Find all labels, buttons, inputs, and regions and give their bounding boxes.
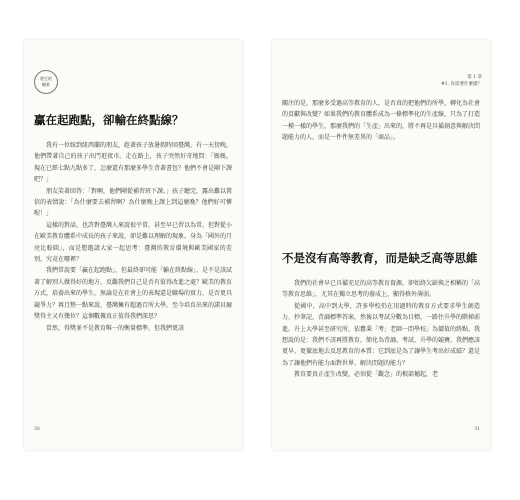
section-heading: 贏在起跑點，卻輸在終點線？ [34, 113, 184, 127]
paragraph: 我有一位嫁到紐西蘭的朋友，趁著孩子放暑假時回臺灣，有一天傍晚，他們帶著自己的孩子出門逛夜市。走在路上，孩子突然好奇地問：「媽媽，現在已經七點九點多了，怎麼還有那麼多學生背著書包？他們不會是剛下課吧？」 [34, 142, 233, 184]
paragraph: 朋友笑著回答：「對啊，他們剛從補習班下課。」孩子聽完，露出難以置信的表情說：「為什麼要去補習啊？為什麼晚上課上到這麼晚？他們好可憐喔！」 [34, 187, 233, 218]
paragraph: 當然，得獎並不是教育唯一的衡量標準，但我們更該 [46, 324, 185, 332]
chapter-seal [34, 70, 58, 94]
page-number: 31 [474, 427, 480, 432]
section-heading: 不是沒有高等教育，而是缺乏高等思維 [282, 251, 478, 265]
seal-line: 願景 [42, 82, 50, 87]
paragraph: 我們常說要「贏在起跑點」，但最終卻可能「輸在終點線」，是不是該試著了解別人做得好的地方，反觀我們自己是否有值得改進之處？歐美的教育方式，培養出來的學生，無論是在社會上的表現還是職場的實力，是否更具競爭力？再且整一點來說，臺灣擁有超過百所大學，至今培育出來的諾貝爾獎得主又有幾位？這個數據真正值得我們深思？ [34, 267, 233, 321]
paragraph: 我們的社會早已具備充足的高等教育資源，卻始終欠缺與之相稱的「高等教育思維」，尤其在獨立思考的養成上，顯得格外薄弱。 [282, 280, 481, 299]
body-text [282, 278, 480, 381]
paragraph: 從國中、高中到大學，許多學校仍在用過時的教育方式要求學生創造力、抄筆記，背誦標準答案，然後以考試分數為目標，一路往升學的階梯前進。升上大學甚至研究所，依舊秉「考」老師一問學校」為價值的終點，我想說的是：我們不該再將教育，簡化為背誦、考試、升學的競賽，我們應該更早、更徹底地去反思教育的本質：它到底是為了讓學生考出好成績？還是為了讓他們有能力面對世界、解決問題的能力？ [282, 302, 481, 367]
running-head [441, 74, 482, 88]
paragraph: 關注的是，那麼多受過高等教育的人，是否真的把他們的所學，轉化為社會的貢獻與改變？如果我們的教育體系成為一條標準化的生產線，只為了打造一模一樣的學生，那麼我們的「生產」出來的，將不再是具備創意與解決問題能力的人，而是一件件無差異的「商品」。 [282, 100, 481, 142]
right-page [272, 40, 490, 450]
running-head-title: #1. 你需要什麼樣？ [441, 82, 482, 87]
running-head-chapter: 第 1 章 [467, 75, 482, 80]
seal-line: 遊它的 [40, 76, 52, 81]
page-number: 30 [34, 427, 40, 432]
paragraph: 教育要真正產生改變，必須從「觀念」的根部撼起，老 [294, 371, 439, 379]
left-page [24, 40, 242, 450]
body-text [34, 140, 232, 334]
paragraph: 這樣的對話，也許對臺灣人來說很平常，甚至早已習以為常，但對從小在歐美教育體系中成長的孩子來說，卻是難以理解的現象。身為「國外的月亮比較圓」，而是想邀請大家一起思考：臺灣的教育環境與歐美國家的差別，究竟在哪裡？ [34, 221, 233, 264]
body-text-intro [282, 98, 480, 144]
